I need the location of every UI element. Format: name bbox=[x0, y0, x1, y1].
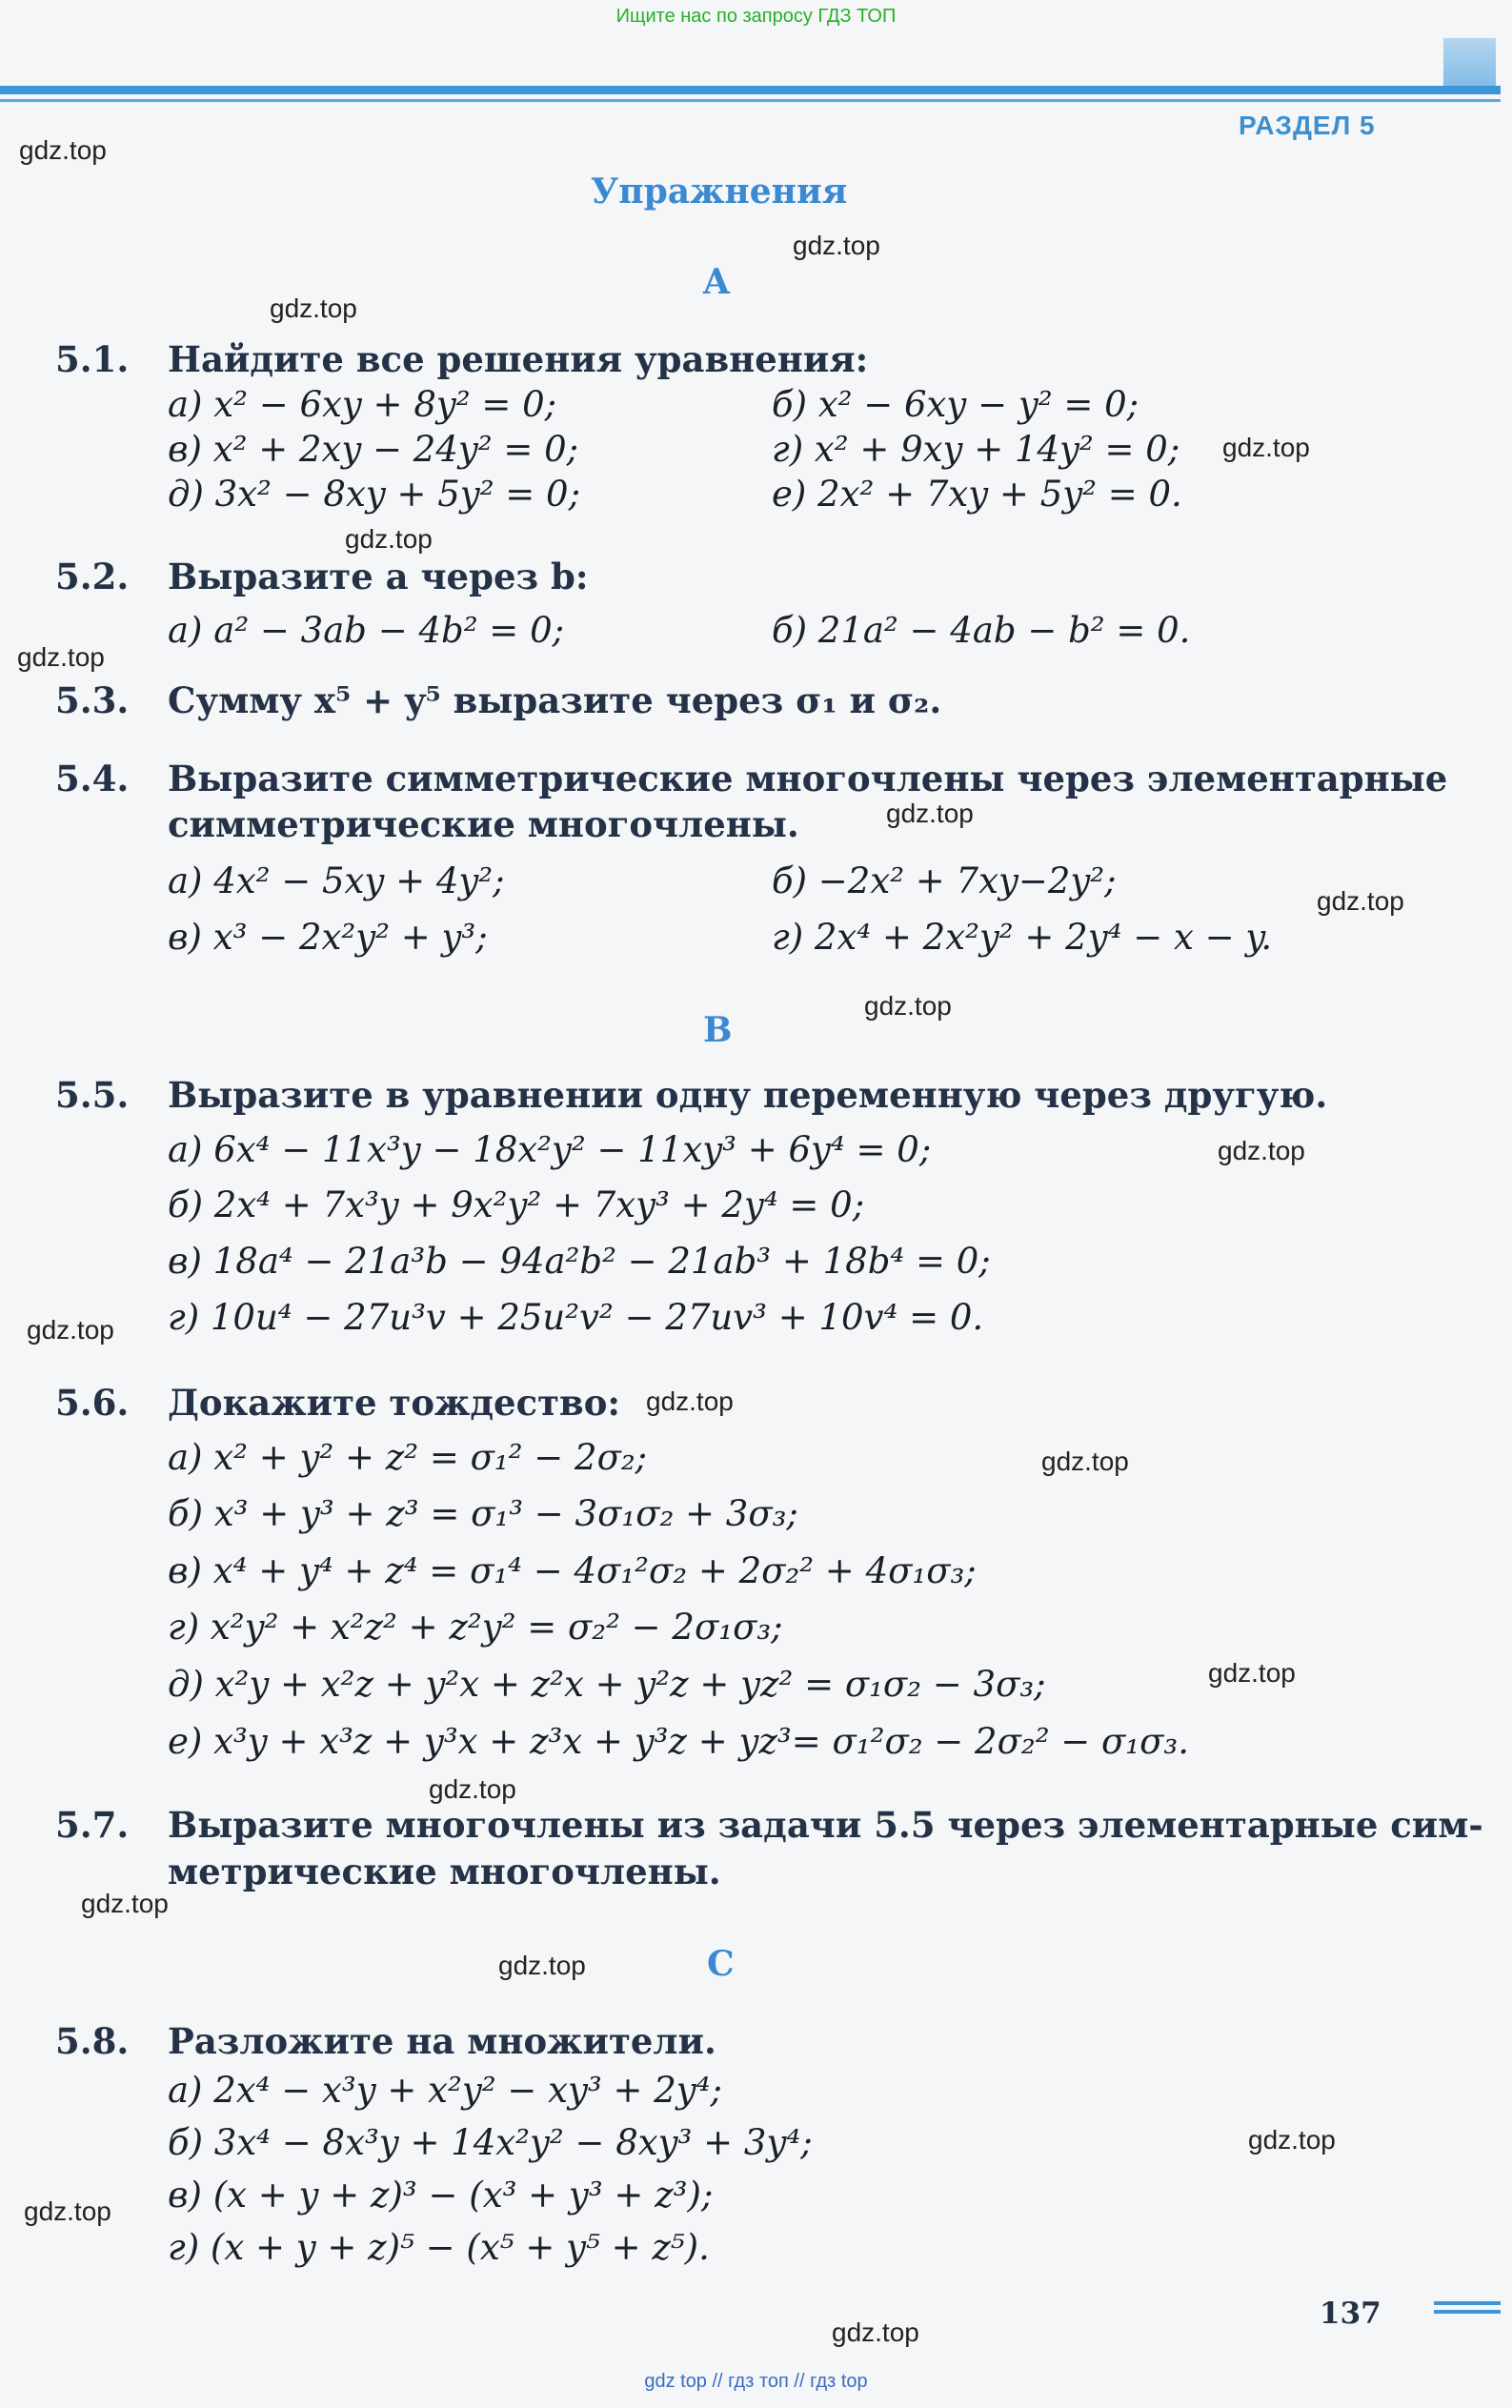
exercise-item: г) (x + y + z)⁵ − (x⁵ + y⁵ + z⁵). bbox=[168, 2227, 710, 2268]
watermark: gdz.top bbox=[864, 991, 952, 1021]
exercise-number: 5.3. bbox=[55, 679, 130, 721]
level-b-heading: B bbox=[703, 1010, 733, 1050]
watermark: gdz.top bbox=[27, 1315, 114, 1345]
exercise-item: д) 3x² − 8xy + 5y² = 0; bbox=[168, 474, 581, 515]
exercise-item: б) 21a² − 4ab − b² = 0. bbox=[772, 610, 1191, 651]
watermark: gdz.top bbox=[886, 799, 974, 828]
exercise-text: Выразите в уравнении одну переменную через другую. bbox=[168, 1074, 1328, 1116]
watermark: gdz.top bbox=[24, 2196, 111, 2226]
header-rule bbox=[0, 86, 1501, 94]
exercise-number: 5.7. bbox=[55, 1804, 130, 1846]
watermark: gdz.top bbox=[1222, 433, 1310, 462]
header-rule-thin bbox=[0, 99, 1501, 102]
watermark: gdz.top bbox=[498, 1951, 586, 1980]
exercise-item: а) x² + y² + z² = σ₁² − 2σ₂; bbox=[168, 1437, 648, 1478]
watermark: gdz.top bbox=[429, 1774, 516, 1804]
exercise-text: Выразите симметрические многочлены через элементарные bbox=[168, 758, 1448, 799]
exercise-item: б) −2x² + 7xy−2y²; bbox=[772, 860, 1117, 901]
exercise-item: д) x²y + x²z + y²x + z²x + y²z + yz² = σ₁σ₂ − 3σ₃; bbox=[168, 1664, 1046, 1705]
exercise-number: 5.5. bbox=[55, 1074, 130, 1116]
level-a-heading: A bbox=[703, 262, 730, 302]
exercise-item: а) a² − 3ab − 4b² = 0; bbox=[168, 610, 565, 651]
watermark: gdz.top bbox=[646, 1386, 734, 1416]
exercise-text: Сумму x⁵ + y⁵ выразите через σ₁ и σ₂. bbox=[168, 679, 942, 721]
page-number: 137 bbox=[1320, 2297, 1381, 2331]
exercise-item: в) (x + y + z)³ − (x³ + y³ + z³); bbox=[168, 2175, 714, 2216]
exercise-item: а) x² − 6xy + 8y² = 0; bbox=[168, 384, 557, 425]
exercise-item: в) 18a⁴ − 21a³b − 94a²b² − 21ab³ + 18b⁴ = 0; bbox=[168, 1241, 991, 1282]
level-c-heading: C bbox=[707, 1944, 735, 1984]
watermark: gdz.top bbox=[17, 642, 105, 672]
exercise-item: б) 3x⁴ − 8x³y + 14x²y² − 8xy³ + 3y⁴; bbox=[168, 2122, 813, 2163]
exercise-number: 5.4. bbox=[55, 758, 130, 799]
exercise-text-continued: метрические многочлены. bbox=[168, 1851, 721, 1892]
exercise-number: 5.8. bbox=[55, 2020, 130, 2062]
exercise-number: 5.6. bbox=[55, 1382, 130, 1424]
watermark: gdz.top bbox=[832, 2317, 919, 2347]
watermark: gdz.top bbox=[1317, 886, 1404, 916]
exercise-item: в) x³ − 2x²y² + y³; bbox=[168, 917, 488, 958]
page-stripes bbox=[1434, 2301, 1501, 2318]
exercise-number: 5.1. bbox=[55, 338, 130, 380]
exercise-item: б) x³ + y³ + z³ = σ₁³ − 3σ₁σ₂ + 3σ₃; bbox=[168, 1493, 798, 1534]
exercise-item: г) x² + 9xy + 14y² = 0; bbox=[772, 429, 1180, 470]
exercise-item: а) 4x² − 5xy + 4y²; bbox=[168, 860, 505, 901]
section-label: РАЗДЕЛ 5 bbox=[1239, 111, 1376, 140]
exercise-item: а) 2x⁴ − x³y + x²y² − xy³ + 2y⁴; bbox=[168, 2070, 722, 2111]
exercise-text-continued: симметрические многочлены. bbox=[168, 803, 799, 845]
watermark: gdz.top bbox=[1248, 2125, 1336, 2155]
exercise-item: г) x²y² + x²z² + z²y² = σ₂² − 2σ₁σ₃; bbox=[168, 1607, 783, 1648]
watermark: gdz.top bbox=[81, 1889, 169, 1918]
exercise-text: Докажите тождество: bbox=[168, 1382, 621, 1424]
watermark: gdz.top bbox=[793, 231, 880, 260]
exercise-text: Выразите a через b: bbox=[168, 556, 589, 597]
exercise-item: г) 10u⁴ − 27u³v + 25u²v² − 27uv³ + 10v⁴ = 0. bbox=[168, 1297, 984, 1338]
exercise-number: 5.2. bbox=[55, 556, 130, 597]
exercise-item: б) 2x⁴ + 7x³y + 9x²y² + 7xy³ + 2y⁴ = 0; bbox=[168, 1184, 865, 1225]
exercise-item: в) x² + 2xy − 24y² = 0; bbox=[168, 429, 579, 470]
exercise-item: г) 2x⁴ + 2x²y² + 2y⁴ − x − y. bbox=[772, 917, 1273, 958]
exercise-item: е) x³y + x³z + y³x + z³x + y³z + yz³= σ₁²σ₂ − 2σ₂² − σ₁σ₃. bbox=[168, 1721, 1189, 1762]
watermark: gdz.top bbox=[270, 293, 357, 323]
exercise-text: Выразите многочлены из задачи 5.5 через элементарные сим- bbox=[168, 1804, 1483, 1846]
watermark: gdz.top bbox=[345, 524, 433, 554]
exercise-text: Разложите на множители. bbox=[168, 2020, 716, 2062]
exercise-item: а) 6x⁴ − 11x³y − 18x²y² − 11xy³ + 6y⁴ = 0; bbox=[168, 1129, 932, 1170]
exercise-item: б) x² − 6xy − y² = 0; bbox=[772, 384, 1139, 425]
exercise-item: в) x⁴ + y⁴ + z⁴ = σ₁⁴ − 4σ₁²σ₂ + 2σ₂² + 4σ₁σ₃; bbox=[168, 1550, 977, 1591]
watermark: gdz.top bbox=[1041, 1447, 1129, 1476]
watermark: gdz.top bbox=[1218, 1136, 1305, 1165]
exercise-item: е) 2x² + 7xy + 5y² = 0. bbox=[772, 474, 1182, 515]
watermark: gdz.top bbox=[1208, 1658, 1296, 1688]
top-note: Ищите нас по запросу ГДЗ ТОП bbox=[615, 6, 897, 27]
footer-note: gdz top // гдз топ // гдз top bbox=[644, 2371, 868, 2392]
exercise-text: Найдите все решения уравнения: bbox=[168, 338, 869, 380]
corner-tab bbox=[1443, 38, 1496, 86]
page-heading: Упражнения bbox=[591, 172, 848, 212]
watermark: gdz.top bbox=[19, 135, 107, 165]
